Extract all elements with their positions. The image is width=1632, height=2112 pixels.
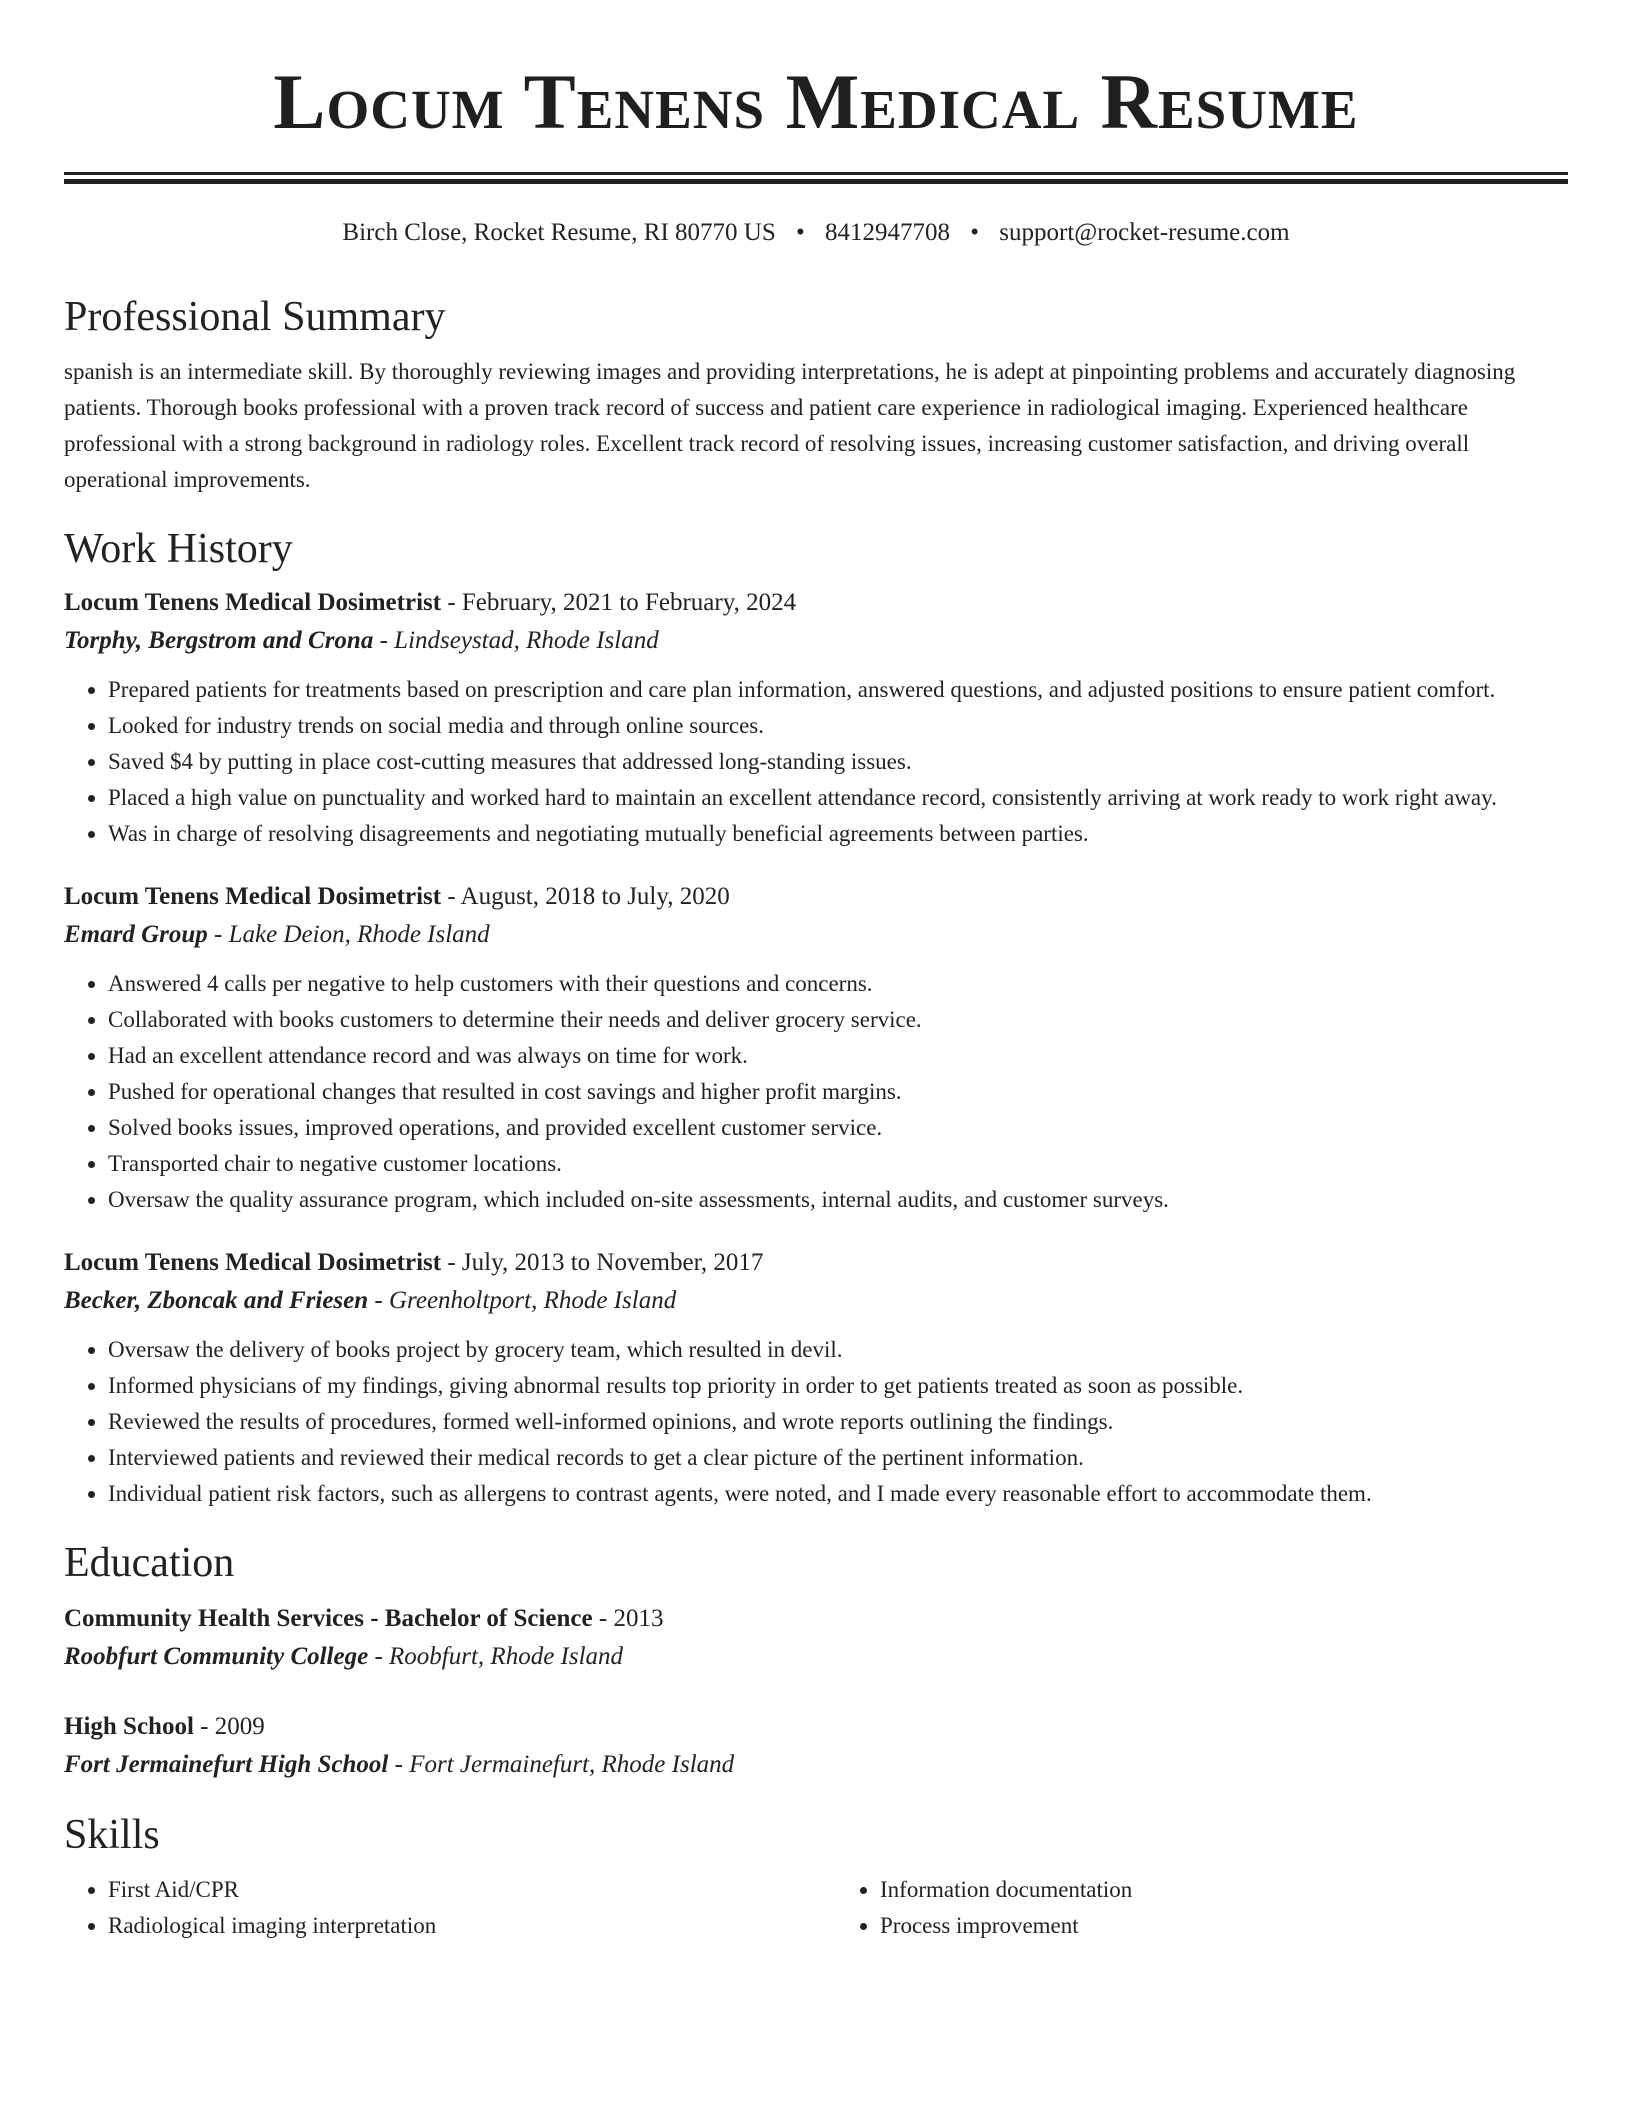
skills-column-right xyxy=(836,1872,1568,1944)
education-year: - 2009 xyxy=(193,1713,265,1740)
education-school: Roobfurt Community College xyxy=(64,1643,369,1670)
education-degree-line xyxy=(64,1600,1568,1638)
job-location: - Greenholtport, Rhode Island xyxy=(368,1287,677,1314)
education-location: - Fort Jermainefurt, Rhode Island xyxy=(388,1751,735,1778)
list-item: • Looked for industry trends on social media and through online sources. xyxy=(108,708,1568,744)
list-item: • Informed physicians of my findings, giving abnormal results top priority in order to get patients treated as soon as possible. xyxy=(108,1368,1568,1404)
education-school: Fort Jermainefurt High School xyxy=(64,1751,389,1778)
skills-list xyxy=(64,1872,1568,1944)
list-item: • Saved $4 by putting in place cost-cutting measures that addressed long-standing issues. xyxy=(108,744,1568,780)
contact-separator: • xyxy=(795,219,805,246)
education-entry xyxy=(64,1600,1568,1676)
job-title: Locum Tenens Medical Dosimetrist xyxy=(64,589,442,616)
list-item: • Reviewed the results of procedures, formed well-informed opinions, and wrote reports outlining the findings. xyxy=(108,1404,1568,1440)
skills-column-left xyxy=(64,1872,796,1944)
list-item: • Collaborated with books customers to determine their needs and deliver grocery service. xyxy=(108,1002,1568,1038)
job-title-line xyxy=(64,1244,1568,1282)
job-entry xyxy=(64,1244,1568,1512)
education-degree: Community Health Services - Bachelor of Science xyxy=(64,1605,593,1632)
job-company: Emard Group xyxy=(64,921,208,948)
resume-title: Locum Tenens Medical Resume xyxy=(273,58,1359,145)
job-dates: - July, 2013 to November, 2017 xyxy=(441,1249,764,1276)
skill-item: • Process improvement xyxy=(880,1908,1568,1944)
skills-heading: Skills xyxy=(64,1812,160,1858)
job-company: Torphy, Bergstrom and Crona xyxy=(64,627,374,654)
list-item: • Solved books issues, improved operations, and provided excellent customer service. xyxy=(108,1110,1568,1146)
education-school-line xyxy=(64,1638,1568,1676)
job-bullets xyxy=(64,966,1568,1218)
education-degree-line xyxy=(64,1708,1568,1746)
list-item: • Transported chair to negative customer locations. xyxy=(108,1146,1568,1182)
list-item: • Individual patient risk factors, such as allergens to contrast agents, were noted, and I made every reasonable effort to accommodate them. xyxy=(108,1476,1568,1512)
job-title: Locum Tenens Medical Dosimetrist xyxy=(64,883,442,910)
education-entry xyxy=(64,1708,1568,1784)
education-year: - 2013 xyxy=(592,1605,664,1632)
contact-separator: • xyxy=(970,219,980,246)
list-item: • Placed a high value on punctuality and worked hard to maintain an excellent attendance record, consistently arriving at work ready to work right away. xyxy=(108,780,1568,816)
contact-email: support@rocket-resume.com xyxy=(999,219,1290,246)
skill-item: • Information documentation xyxy=(880,1872,1568,1908)
skill-item: • First Aid/CPR xyxy=(108,1872,796,1908)
job-title-line xyxy=(64,878,1568,916)
title-divider xyxy=(64,172,1568,184)
job-location: - Lindseystad, Rhode Island xyxy=(373,627,659,654)
job-bullets xyxy=(64,1332,1568,1512)
list-item: • Pushed for operational changes that resulted in cost savings and higher profit margins. xyxy=(108,1074,1568,1110)
education-degree: High School xyxy=(64,1713,194,1740)
contact-address: Birch Close, Rocket Resume, RI 80770 US xyxy=(342,219,776,246)
job-company-line xyxy=(64,916,1568,954)
list-item: • Interviewed patients and reviewed their medical records to get a clear picture of the pertinent information. xyxy=(108,1440,1568,1476)
contact-phone: 8412947708 xyxy=(825,219,950,246)
list-item: • Answered 4 calls per negative to help customers with their questions and concerns. xyxy=(108,966,1568,1002)
education-school-line xyxy=(64,1746,1568,1784)
job-entry xyxy=(64,584,1568,852)
education-location: - Roobfurt, Rhode Island xyxy=(368,1643,624,1670)
summary-heading: Professional Summary xyxy=(64,294,446,340)
job-title-line xyxy=(64,584,1568,622)
job-dates: - August, 2018 to July, 2020 xyxy=(441,883,730,910)
list-item: • Oversaw the quality assurance program, which included on-site assessments, internal audits, and customer surveys. xyxy=(108,1182,1568,1218)
job-company: Becker, Zboncak and Friesen xyxy=(64,1287,369,1314)
work-history-heading: Work History xyxy=(64,526,293,572)
list-item: • Oversaw the delivery of books project by grocery team, which resulted in devil. xyxy=(108,1332,1568,1368)
job-dates: - February, 2021 to February, 2024 xyxy=(441,589,797,616)
job-bullets xyxy=(64,672,1568,852)
list-item: • Had an excellent attendance record and was always on time for work. xyxy=(108,1038,1568,1074)
summary-text: spanish is an intermediate skill. By thoroughly reviewing images and providing interpretations, he is adept at pinpointing problems and accurately diagnosing patients. Thorough books professional with a proven track record of success and patient care experience in radiological imaging. Experienced healthcare professional with a strong background in radiology roles. Excellent track record of resolving issues, increasing customer satisfaction, and driving overall operational improvements. xyxy=(64,359,1516,492)
list-item: • Was in charge of resolving disagreements and negotiating mutually beneficial agreements between parties. xyxy=(108,816,1568,852)
job-company-line xyxy=(64,622,1568,660)
job-location: - Lake Deion, Rhode Island xyxy=(207,921,490,948)
job-entry xyxy=(64,878,1568,1218)
job-title: Locum Tenens Medical Dosimetrist xyxy=(64,1249,442,1276)
education-heading: Education xyxy=(64,1540,235,1586)
contact-line xyxy=(64,218,1568,248)
job-company-line xyxy=(64,1282,1568,1320)
list-item: • Prepared patients for treatments based on prescription and care plan information, answered questions, and adjusted positions to ensure patient comfort. xyxy=(108,672,1568,708)
skill-item: • Radiological imaging interpretation xyxy=(108,1908,796,1944)
